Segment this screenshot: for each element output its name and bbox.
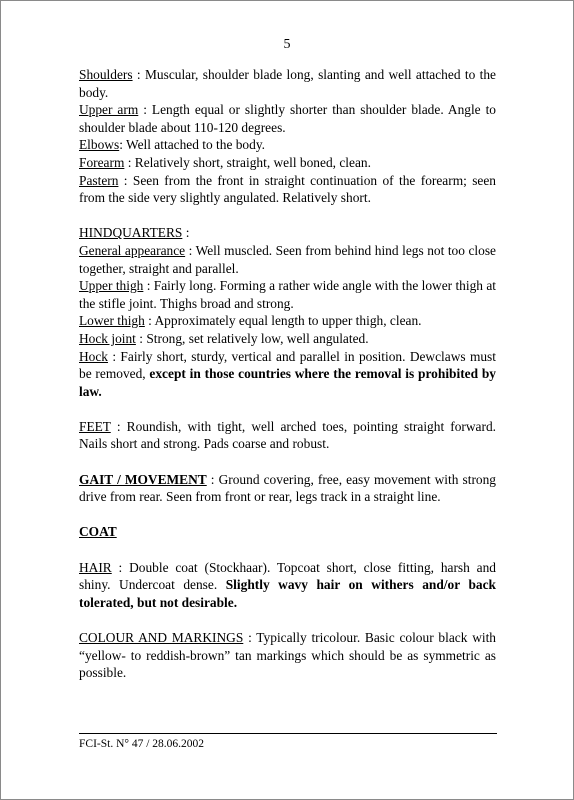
upper-arm-term: Upper arm bbox=[79, 102, 139, 118]
lower-thigh-text: : Approximately equal length to upper thigh, clean. bbox=[144, 313, 422, 329]
hair-term: HAIR bbox=[79, 559, 112, 575]
spacer bbox=[79, 506, 496, 524]
hock-term: Hock bbox=[79, 348, 109, 364]
hair-bold-text: Slightly wavy hair on withers and/or back tolerated, but not desirable. bbox=[79, 577, 497, 610]
hock-joint-term: Hock joint bbox=[79, 330, 136, 346]
upper-thigh-paragraph bbox=[79, 277, 496, 312]
page-number: 5 bbox=[283, 37, 291, 52]
footer-rule bbox=[79, 733, 497, 734]
hindquarters-heading-suffix: : bbox=[182, 225, 190, 241]
forearm-paragraph bbox=[79, 154, 496, 172]
document-body bbox=[79, 66, 496, 682]
hindquarters-heading-text: HINDQUARTERS bbox=[79, 225, 183, 241]
shoulders-term: Shoulders bbox=[79, 67, 133, 82]
footer-text: FCI-St. N° 47 / 28.06.2002 bbox=[79, 738, 205, 750]
lower-thigh-paragraph bbox=[79, 312, 496, 330]
forearm-text: : Relatively short, straight, well boned, clean. bbox=[124, 154, 371, 170]
general-appearance-paragraph bbox=[79, 242, 496, 277]
elbows-term: Elbows bbox=[79, 137, 120, 153]
forearm-term: Forearm bbox=[79, 154, 125, 170]
hock-joint-paragraph bbox=[79, 330, 496, 348]
colour-text: : Typically tricolour. Basic colour black with “yellow- to reddish-brown” tan markings which should be as symmetric as possible. bbox=[79, 630, 496, 681]
gait-paragraph bbox=[79, 471, 496, 506]
upper-thigh-term: Upper thigh bbox=[79, 278, 144, 294]
feet-paragraph bbox=[79, 418, 496, 453]
spacer bbox=[79, 541, 496, 559]
spacer bbox=[79, 207, 496, 225]
hock-text: : Fairly short, sturdy, vertical and parallel in position. Dewclaws must be removed, bbox=[79, 348, 496, 382]
pastern-text: : Seen from the front in straight continuation of the forearm; seen from the side very slightly angulated. Relatively short. bbox=[79, 172, 496, 206]
gait-text: : Ground covering, free, easy movement with strong drive from rear. Seen from front or rear, legs track in a straight line. bbox=[79, 471, 496, 505]
elbows-text: : Well attached to the body. bbox=[119, 137, 265, 153]
pastern-term: Pastern bbox=[79, 172, 119, 188]
spacer bbox=[79, 611, 496, 629]
coat-heading bbox=[79, 523, 496, 541]
general-appearance-text: : Well muscled. Seen from behind hind legs not too close together, straight and parallel. bbox=[79, 242, 496, 276]
lower-thigh-term: Lower thigh bbox=[79, 313, 145, 329]
spacer bbox=[79, 400, 496, 418]
hock-bold-text: except in those countries where the removal is prohibited by law. bbox=[79, 366, 496, 399]
hair-paragraph bbox=[79, 559, 496, 612]
hair-text: : Double coat (Stockhaar). Topcoat short, close fitting, harsh and shiny. Undercoat dense. bbox=[79, 559, 496, 593]
feet-term: FEET bbox=[79, 418, 111, 434]
colour-term: COLOUR AND MARKINGS bbox=[79, 630, 244, 645]
shoulders-text: : Muscular, shoulder blade long, slanting and well attached to the body. bbox=[79, 67, 496, 100]
feet-text: : Roundish, with tight, well arched toes, pointing straight forward. Nails short and strong. Pads coarse and robust. bbox=[79, 418, 496, 452]
coat-heading-text: COAT bbox=[79, 524, 117, 540]
upper-arm-paragraph bbox=[79, 101, 496, 136]
elbows-paragraph bbox=[79, 136, 496, 154]
pastern-paragraph bbox=[79, 172, 496, 207]
hock-paragraph bbox=[79, 348, 496, 401]
shoulders-paragraph bbox=[79, 66, 496, 101]
spacer bbox=[79, 453, 496, 471]
colour-paragraph bbox=[79, 629, 496, 682]
general-appearance-term: General appearance bbox=[79, 242, 186, 258]
hock-joint-text: : Strong, set relatively low, well angulated. bbox=[135, 330, 369, 346]
upper-arm-text: : Length equal or slightly shorter than shoulder blade. Angle to shoulder blade about 110-120 degrees. bbox=[79, 102, 497, 135]
hindquarters-heading bbox=[79, 224, 496, 242]
gait-term: GAIT / MOVEMENT bbox=[79, 471, 207, 487]
upper-thigh-text: : Fairly long. Forming a rather wide angle with the lower thigh at the stifle joint. Thighs broad and strong. bbox=[79, 278, 497, 311]
